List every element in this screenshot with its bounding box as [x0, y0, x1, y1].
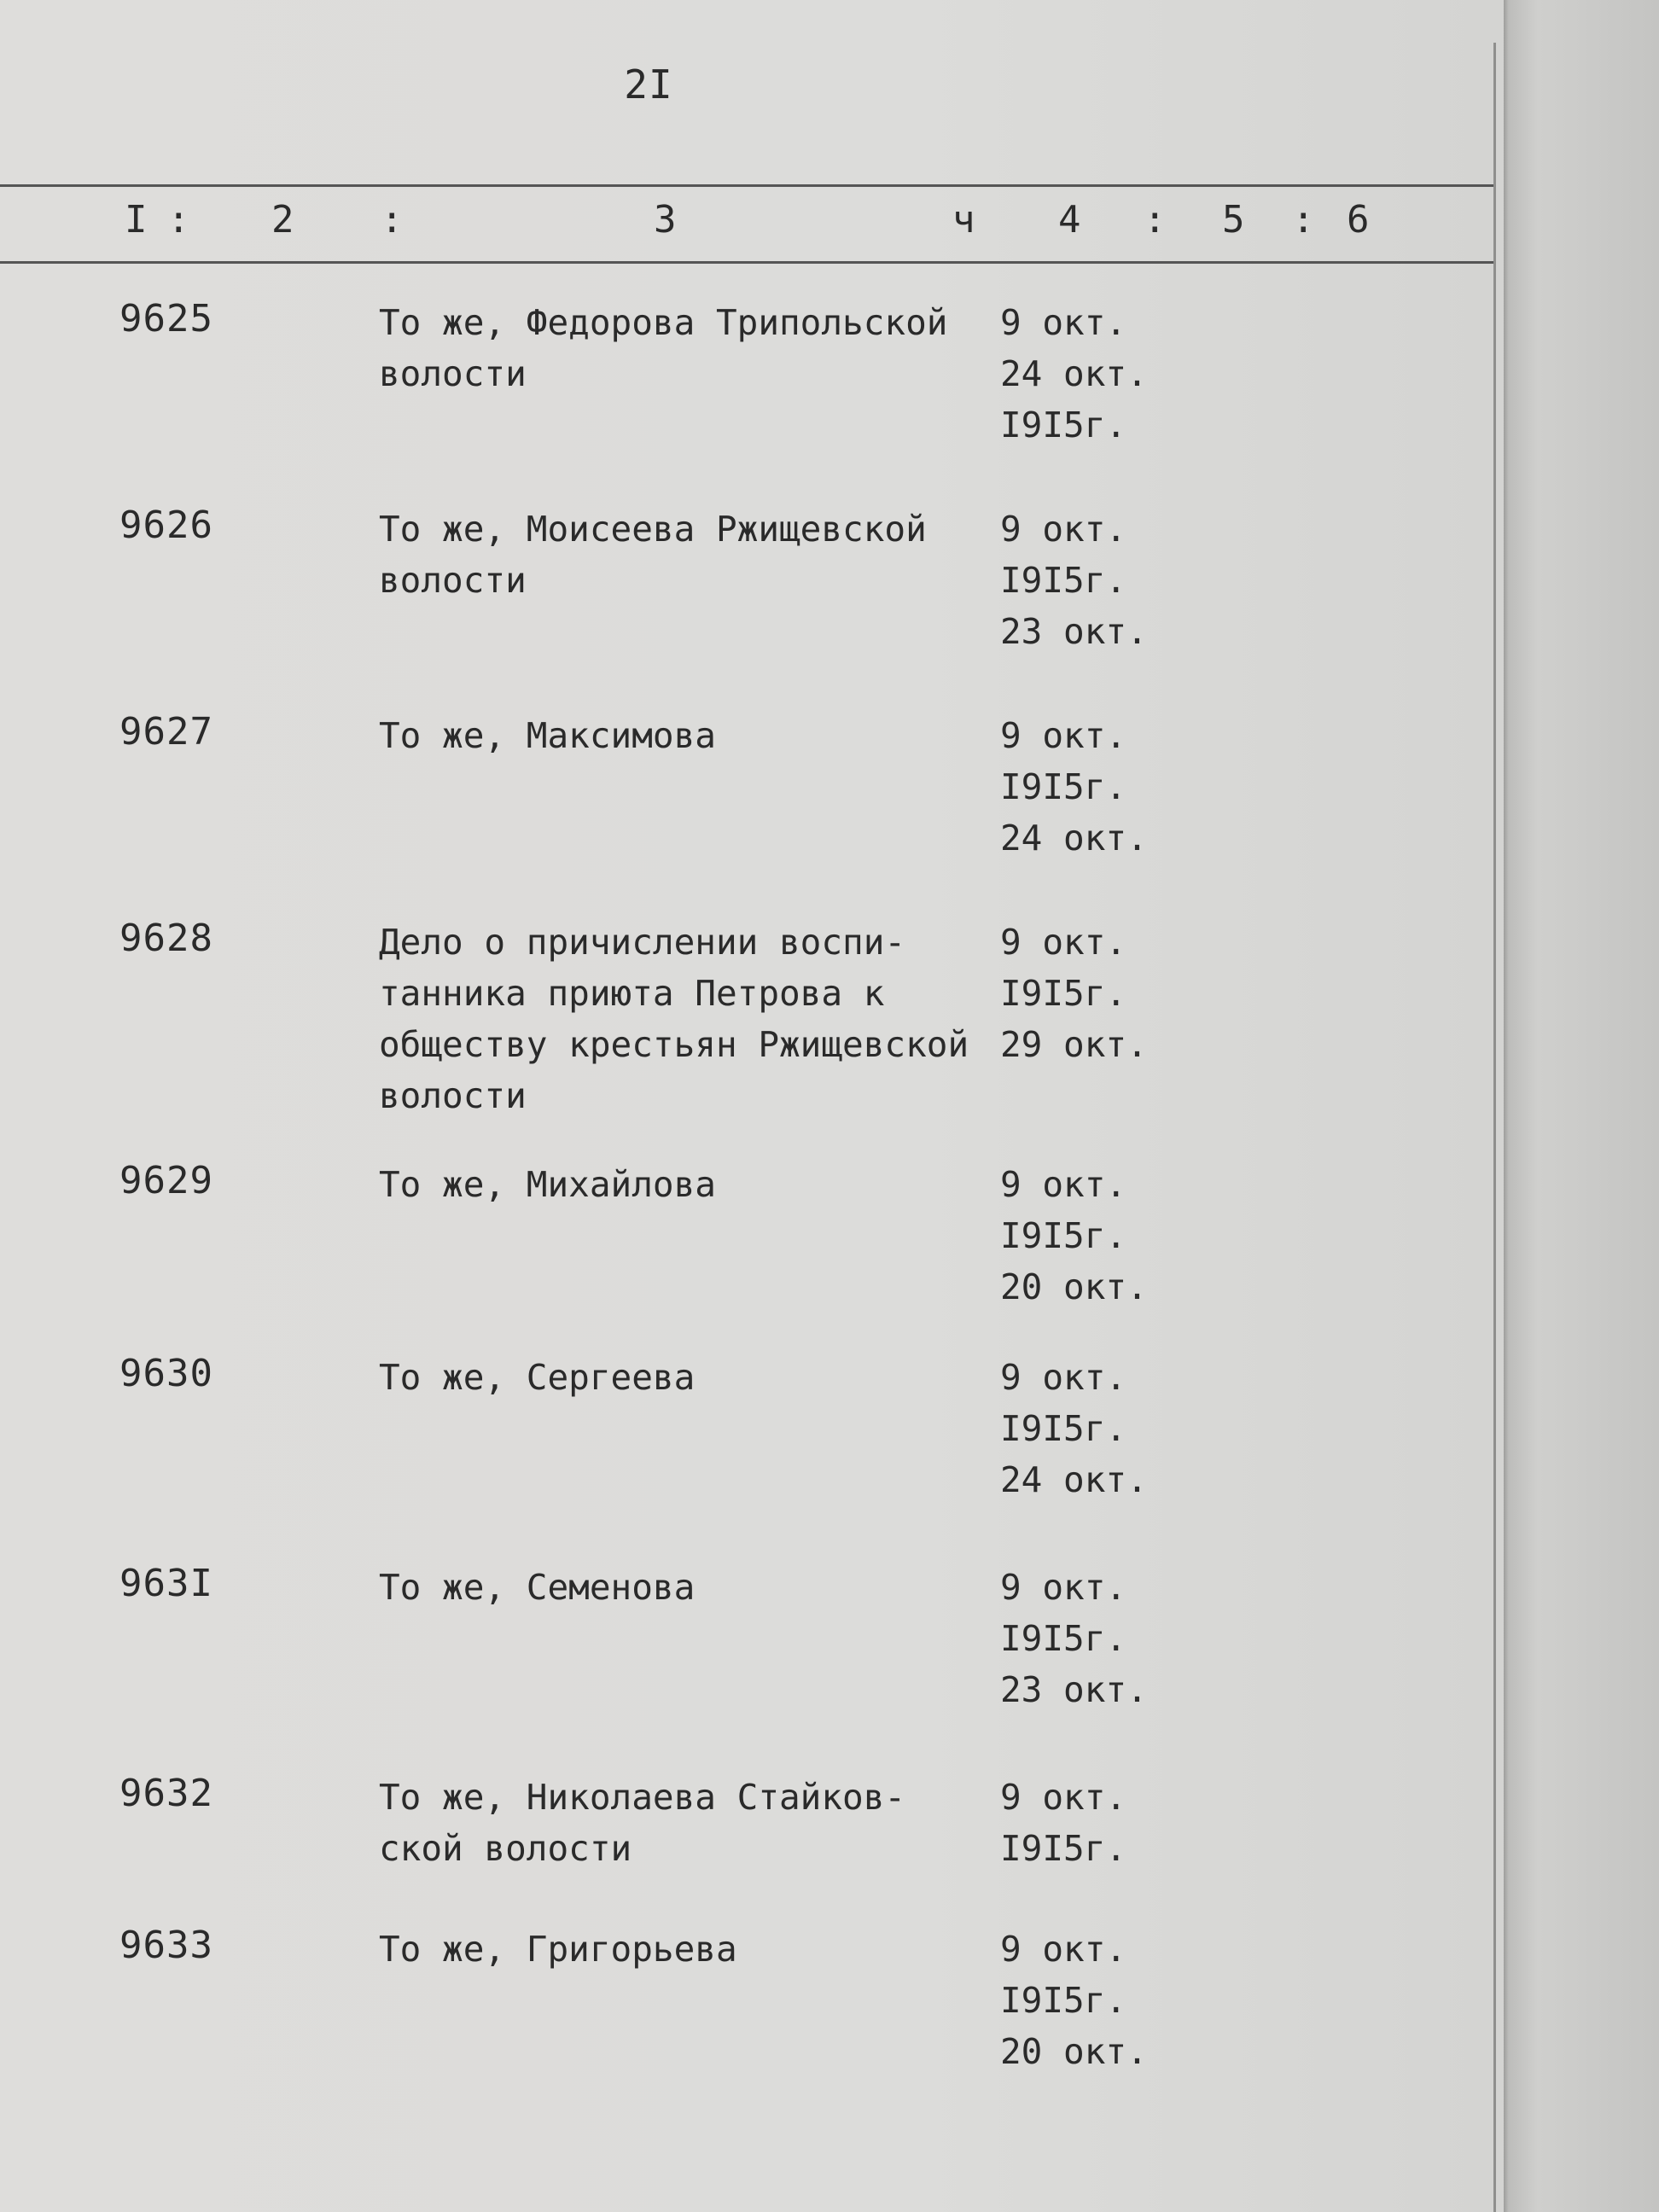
entry-date: 9 окт. [1000, 1567, 1127, 1608]
entry-date: I9I5г. [1000, 405, 1127, 445]
entry-number: 963I [119, 1562, 213, 1605]
entry-date: 20 окт. [1000, 1266, 1148, 1307]
entry-date: 29 окт. [1000, 1024, 1148, 1065]
entry-date: 9 окт. [1000, 1777, 1127, 1818]
entry-title: То же, Николаева Стайков- ской волости [379, 1777, 906, 1869]
page-number: 2I [624, 61, 673, 108]
entry-date: 20 окт. [1000, 2031, 1148, 2072]
column-separator: : [1144, 198, 1167, 242]
column-separator: : [381, 198, 404, 242]
entry-dates [1000, 297, 1222, 451]
entry-dates [1000, 504, 1222, 657]
entry-number: 9625 [119, 297, 213, 341]
entry-dates [1000, 1924, 1222, 2077]
entry-title: То же, Семенова [379, 1567, 696, 1608]
entry-date: I9I5г. [1000, 560, 1127, 601]
entry-date: I9I5г. [1000, 766, 1127, 807]
entry-date: 24 окт. [1000, 818, 1148, 859]
entry-date: 9 окт. [1000, 509, 1127, 550]
entry-date: I9I5г. [1000, 1980, 1127, 2021]
entry-number: 9633 [119, 1924, 213, 1967]
entry-number: 9632 [119, 1772, 213, 1815]
entry-date: 9 окт. [1000, 715, 1127, 756]
column-header-2: 2 [271, 198, 294, 242]
entry-dates [1000, 1562, 1222, 1715]
entry-dates [1000, 1772, 1222, 1874]
entry-date: I9I5г. [1000, 1215, 1127, 1256]
entry-date: 24 окт. [1000, 1459, 1148, 1500]
entry-dates [1000, 710, 1222, 864]
entry-date: 23 окт. [1000, 611, 1148, 652]
entry-title: То же, Федорова Трипольской волости [379, 302, 948, 394]
entry-date: I9I5г. [1000, 1618, 1127, 1659]
column-separator: : [1292, 198, 1315, 242]
entry-number: 9627 [119, 710, 213, 754]
entry-date: 9 окт. [1000, 1357, 1127, 1398]
page-edge-shadow [1504, 0, 1659, 2212]
entry-title: То же, Григорьева [379, 1929, 737, 1970]
entry-date: 9 окт. [1000, 1164, 1127, 1205]
column-separator: ч [952, 198, 975, 242]
entry-number: 9629 [119, 1159, 213, 1202]
page-edge-line [1493, 43, 1496, 2212]
entry-number: 9626 [119, 504, 213, 547]
column-header-3: 3 [654, 198, 677, 242]
entry-title: То же, Моисеева Ржищевской волости [379, 509, 927, 601]
entry-date: I9I5г. [1000, 1408, 1127, 1449]
entry-date: 9 окт. [1000, 1929, 1127, 1970]
entry-dates [1000, 917, 1222, 1070]
entry-number: 9630 [119, 1352, 213, 1395]
entry-dates [1000, 1159, 1222, 1313]
column-header-1: I [125, 198, 148, 242]
entry-dates [1000, 1352, 1222, 1505]
entry-title: Дело о причислении воспи- танника приюта Петрова к обществу крестьян Ржищевской волости [379, 922, 969, 1116]
entry-date: 9 окт. [1000, 302, 1127, 343]
entry-title: То же, Максимова [379, 715, 716, 756]
column-separator: : [167, 198, 190, 242]
column-header-4: 4 [1058, 198, 1081, 242]
entry-number: 9628 [119, 917, 213, 960]
entry-date: 9 окт. [1000, 922, 1127, 963]
entry-title: То же, Михайлова [379, 1164, 716, 1205]
entry-title: То же, Сергеева [379, 1357, 696, 1398]
entry-date: I9I5г. [1000, 973, 1127, 1014]
header-rule-top [0, 184, 1493, 187]
entry-date: I9I5г. [1000, 1828, 1127, 1869]
header-rule-bottom [0, 261, 1493, 264]
entry-date: 24 окт. [1000, 353, 1148, 394]
column-header-6: 6 [1347, 198, 1370, 242]
column-header-5: 5 [1222, 198, 1245, 242]
entry-date: 23 окт. [1000, 1669, 1148, 1710]
